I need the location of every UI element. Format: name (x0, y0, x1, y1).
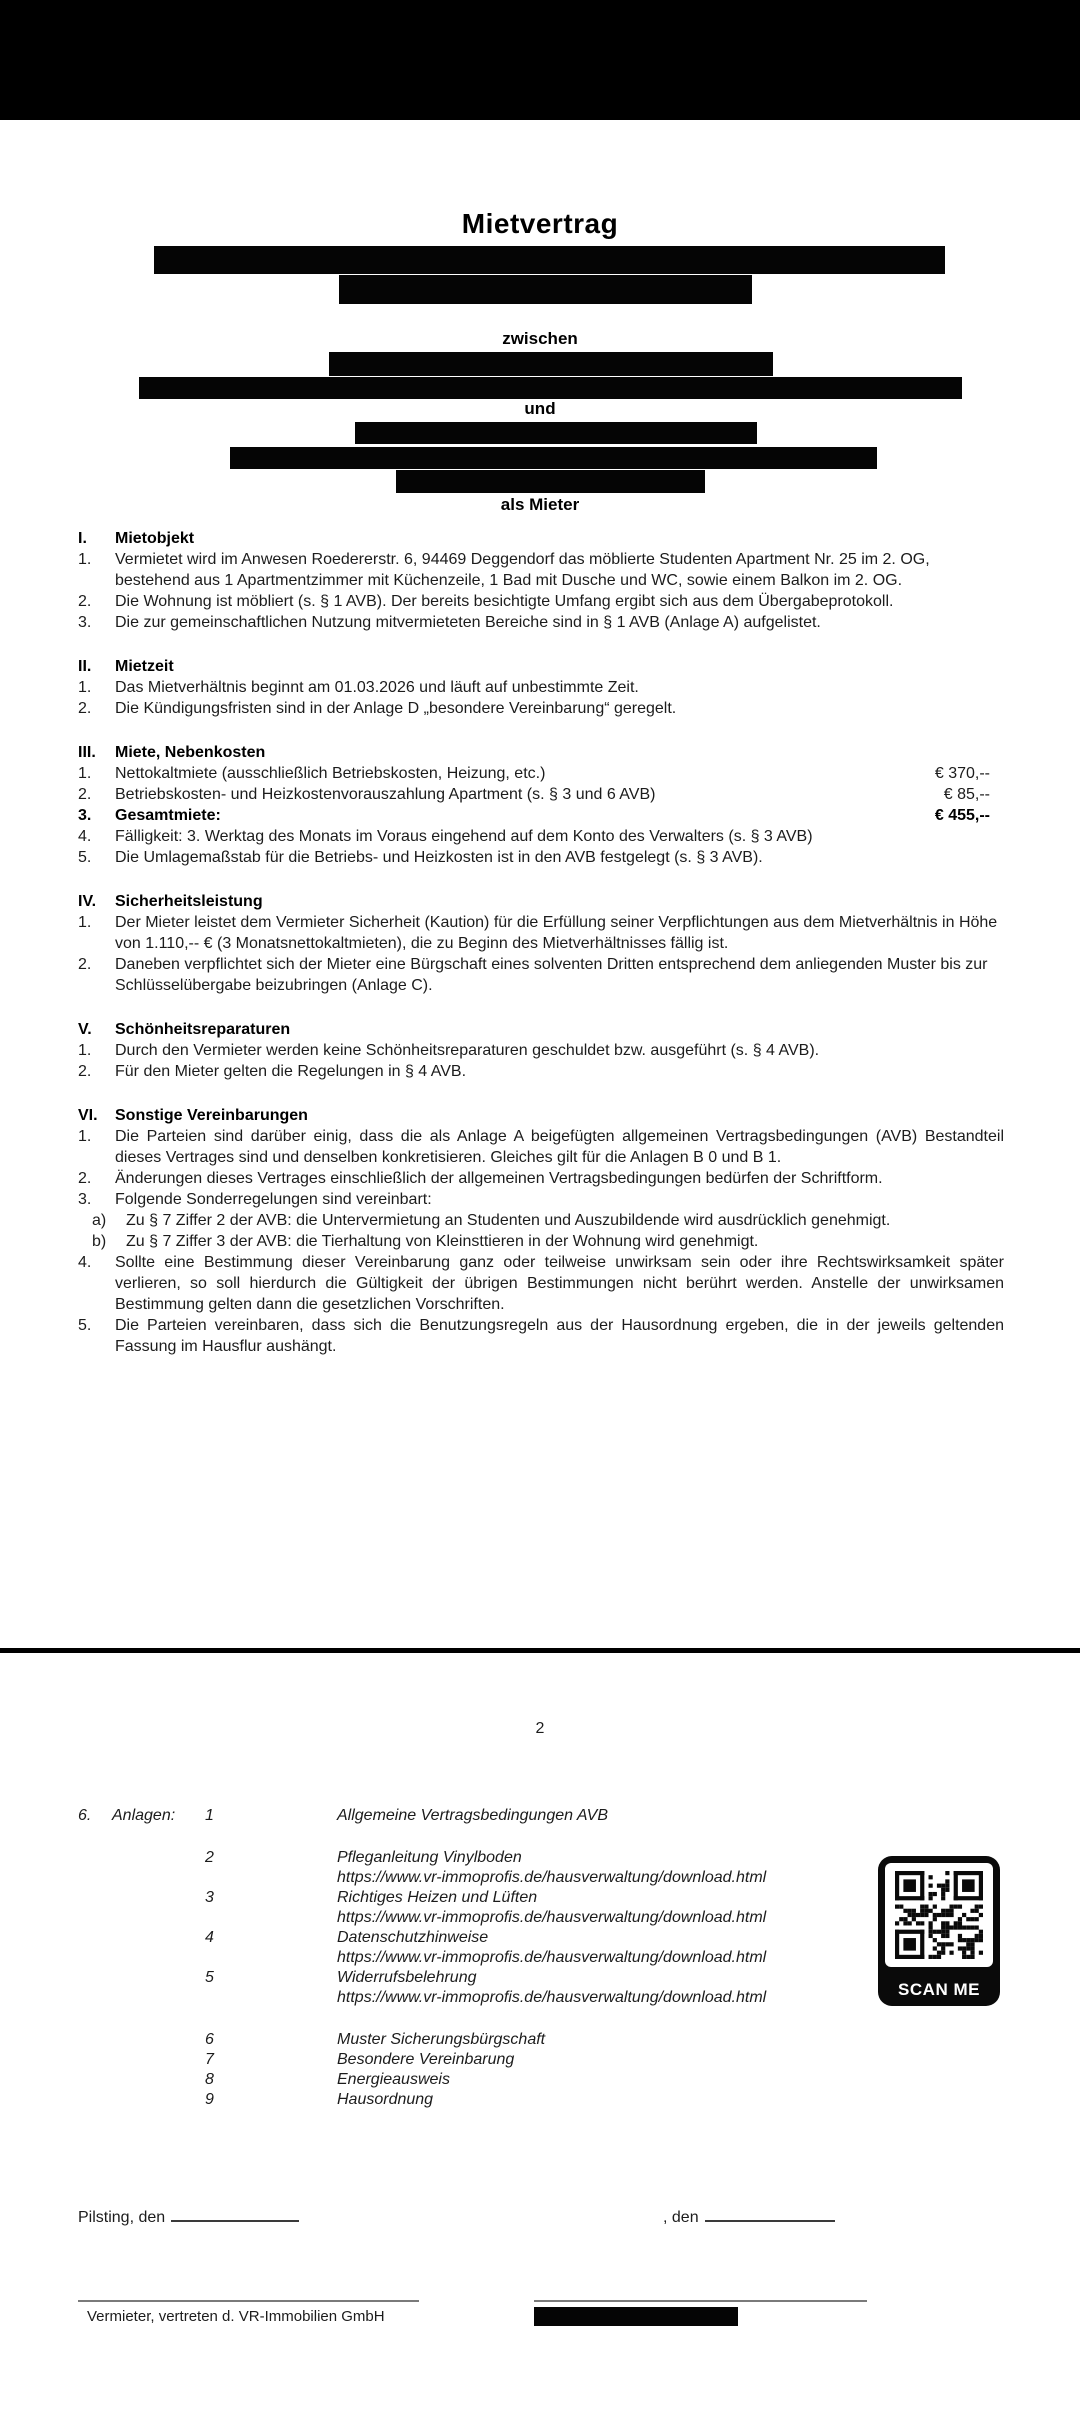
attachment-url-link[interactable]: https://www.vr-immoprofis.de/hausverwaltung/download.html (337, 1909, 767, 1926)
attachment-index: 6 (205, 2031, 214, 2048)
attachment-row (78, 2090, 878, 2110)
and-label: und (524, 399, 556, 418)
attachment-index: 3 (205, 1889, 214, 1906)
attachment-title: Allgemeine Vertragsbedingungen AVB (337, 1807, 608, 1824)
clause-text: Die zur gemeinschaftlichen Nutzung mitvermieteten Bereiche sind in § 1 AVB (Anlage A) aufgelistet. (115, 614, 821, 631)
clause-text: Die Parteien sind darüber einig, dass die als Anlage A beigefügten allgemeinen Vertragsbedingungen (AVB) Bestandteil dieses Vertrages sind und denselben konkretisieren. Gleiches gilt für die Anlagen B 0 und B 1. (115, 1128, 1004, 1166)
clause (78, 826, 1004, 847)
clause-text: Fälligkeit: 3. Werktag des Monats im Voraus eingehend auf dem Konto des Verwalters (s. § 3 AVB) (115, 828, 813, 845)
attachment-title: Datenschutzhinweise (337, 1929, 489, 1946)
redaction-bar-tenant-3 (396, 470, 705, 493)
section-number: V. (78, 1021, 92, 1038)
clause-number: 5. (78, 1317, 92, 1334)
attachments-list (78, 1806, 878, 2110)
section-title: Miete, Nebenkosten (115, 744, 266, 761)
clause-number: 3. (78, 807, 92, 824)
clause-text: Durch den Vermieter werden keine Schönheitsreparaturen geschuldet bzw. ausgeführt (s. § 4 AVB). (115, 1042, 820, 1059)
clause-text: Der Mieter leistet dem Vermieter Sicherheit (Kaution) für die Erfüllung seiner Verpflichtungen aus dem Mietverhältnis in Höhe von 1.110,-- € (3 Monatsnettokaltmieten), die zu Beginn des Mietverhältnisses fällig ist. (115, 914, 998, 952)
page-number: 2 (535, 1720, 545, 1737)
clause (78, 912, 1004, 954)
landlord-signature-label: Vermieter, vertreten d. VR-Immobilien GmbH (87, 2308, 385, 2325)
sub-clause-a (92, 1210, 1004, 1231)
qr-code (893, 1871, 985, 1959)
attachment-row (78, 1848, 878, 1888)
clause (78, 1061, 1004, 1082)
section-number: IV. (78, 893, 97, 910)
section-mietobjekt (78, 528, 1004, 633)
section-heading (78, 1019, 1004, 1040)
qr-code-frame (885, 1863, 993, 1967)
attachment-row (78, 1888, 878, 1928)
clause (78, 1040, 1004, 1061)
redaction-bar-tenant-signature (534, 2307, 738, 2326)
clause-number: 1. (78, 765, 92, 782)
as-tenant-label: als Mieter (500, 495, 580, 514)
sub-clause-text: Zu § 7 Ziffer 2 der AVB: die Untervermietung an Studenten und Auszubildende wird ausdrücklich genehmigt. (126, 1212, 891, 1229)
attachment-index: 2 (205, 1849, 214, 1866)
section-number: III. (78, 744, 96, 761)
attachment-title: Muster Sicherungsbürgschaft (337, 2031, 546, 2048)
section-heading (78, 656, 1004, 677)
attachment-index: 7 (205, 2051, 214, 2068)
clause-number: 1. (78, 551, 92, 568)
clause-rent (78, 763, 1004, 784)
rent-amount: € 370,-- (934, 765, 990, 782)
redaction-bar-landlord-1 (154, 246, 945, 274)
clause-number: 1. (78, 1042, 92, 1059)
signature-line-landlord[interactable] (78, 2300, 419, 2302)
attachment-title: Pfleganleitung Vinylboden (337, 1849, 522, 1866)
between-label: zwischen (502, 329, 578, 348)
document-title: Mietvertrag (461, 208, 619, 239)
place-date-right-text: , den (663, 2209, 699, 2226)
clause-number: 3. (78, 614, 92, 631)
redaction-bar-party-1 (329, 352, 773, 376)
clause-number: 2. (78, 1063, 92, 1080)
clause (78, 1126, 1004, 1168)
clause (78, 698, 1004, 719)
attachment-url-link[interactable]: https://www.vr-immoprofis.de/hausverwaltung/download.html (337, 1949, 767, 1966)
place-date-left (78, 2206, 299, 2227)
attachment-url-link[interactable]: https://www.vr-immoprofis.de/hausverwaltung/download.html (337, 1869, 767, 1886)
clause-number: 3. (78, 1191, 92, 1208)
clause-text: Die Umlagemaßstab für die Betriebs- und Heizkosten ist in den AVB festgelegt (s. § 3 AVB). (115, 849, 763, 866)
scan-me-label: SCAN ME (898, 1980, 980, 1999)
attachment-row (78, 2050, 878, 2070)
clause-text: Die Parteien vereinbaren, dass sich die Benutzungsregeln aus der Hausordnung ergeben, die in der jeweils geltenden Fassung im Hausflur aushängt. (115, 1317, 1004, 1355)
clause (78, 1315, 1004, 1357)
clause (78, 954, 1004, 996)
clause-text: Änderungen dieses Vertrages einschließlich der allgemeinen Vertragsbedingungen bedürfen der Schriftform. (115, 1170, 883, 1187)
redaction-bar-tenant-1 (355, 422, 757, 444)
attachment-title: Energieausweis (337, 2071, 450, 2088)
attachment-row (78, 1928, 878, 1968)
section-heading (78, 528, 1004, 549)
attachment-index: 1 (205, 1807, 214, 1824)
sub-clause-letter: a) (92, 1212, 107, 1229)
attachments-number: 6. (78, 1807, 92, 1824)
attachment-index: 8 (205, 2071, 214, 2088)
clause-number: 4. (78, 828, 92, 845)
clause-text: Betriebskosten- und Heizkostenvorauszahlung Apartment (s. § 3 und 6 AVB) (115, 786, 656, 803)
section-mietzeit (78, 656, 1004, 719)
clause-number: 2. (78, 593, 92, 610)
clause-number: 1. (78, 1128, 92, 1145)
attachment-index: 4 (205, 1929, 214, 1946)
page-divider-rule (0, 1648, 1080, 1653)
date-blank-right[interactable] (705, 2206, 835, 2222)
attachment-index: 9 (205, 2091, 214, 2108)
clause-number: 5. (78, 849, 92, 866)
attachment-row (78, 1806, 878, 1826)
clause-text: Sollte eine Bestimmung dieser Vereinbarung ganz oder teilweise unwirksam sein oder ihre Rechtswirksamkeit später verlieren, so soll hierdurch die Gültigkeit der übrigen Bestimmungen nicht berührt werden. Anstelle der unwirksamen Bestimmung gelten dann die gesetzlichen Vorschriften. (115, 1254, 1004, 1313)
clause-number: 2. (78, 1170, 92, 1187)
attachment-title: Hausordnung (337, 2091, 434, 2108)
section-sonstige-vereinbarungen (78, 1105, 1004, 1357)
clause-text: Vermietet wird im Anwesen Roedererstr. 6, 94469 Deggendorf das möblierte Studenten Apartment Nr. 25 im 2. OG, bestehend aus 1 Apartmentzimmer mit Küchenzeile, 1 Bad mit Dusche und WC, sowie einem Balkon im 2. OG. (115, 551, 930, 589)
section-number: I. (78, 530, 87, 547)
clause-text: Daneben verpflichtet sich der Mieter eine Bürgschaft eines solventen Dritten entsprechend dem anliegenden Muster bis zur Schlüsselübergabe beizubringen (Anlage C). (115, 956, 988, 994)
place-date-right (663, 2206, 835, 2227)
clause-number: 1. (78, 914, 92, 931)
section-heading (78, 1105, 1004, 1126)
place-date-left-text: Pilsting, den (78, 2209, 166, 2226)
sub-clause-text: Zu § 7 Ziffer 3 der AVB: die Tierhaltung von Kleinsttieren in der Wohnung wird genehmigt. (126, 1233, 759, 1250)
clause-text: Gesamtmiete: (115, 807, 221, 824)
total-rent-amount: € 455,-- (934, 807, 990, 824)
redaction-bar-party-2 (139, 377, 962, 399)
section-title: Mietzeit (115, 658, 174, 675)
section-title: Schönheitsreparaturen (115, 1021, 291, 1038)
attachment-title: Richtiges Heizen und Lüften (337, 1889, 538, 1906)
section-miete-nebenkosten (78, 742, 1004, 868)
section-heading (78, 742, 1004, 763)
attachment-title: Widerrufsbelehrung (337, 1969, 477, 1986)
clause-total-rent (78, 805, 1004, 826)
qr-badge (878, 1856, 1000, 2006)
section-sicherheitsleistung (78, 891, 1004, 996)
utilities-amount: € 85,-- (943, 786, 990, 803)
section-number: VI. (78, 1107, 98, 1124)
attachment-url-link[interactable]: https://www.vr-immoprofis.de/hausverwaltung/download.html (337, 1989, 767, 2006)
clause-number: 2. (78, 700, 92, 717)
section-title: Mietobjekt (115, 530, 195, 547)
top-black-banner (0, 0, 1080, 120)
clause (78, 1252, 1004, 1315)
clause (78, 677, 1004, 698)
attachment-row (78, 2070, 878, 2090)
section-title: Sicherheitsleistung (115, 893, 263, 910)
attachment-index: 5 (205, 1969, 214, 1986)
attachment-row (78, 2030, 878, 2050)
clause-text: Für den Mieter gelten die Regelungen in § 4 AVB. (115, 1063, 467, 1080)
clause-number: 2. (78, 786, 92, 803)
section-number: II. (78, 658, 92, 675)
clause (78, 1168, 1004, 1189)
section-heading (78, 891, 1004, 912)
redaction-bar-tenant-2 (230, 447, 877, 469)
sub-clause-b (92, 1231, 1004, 1252)
signature-line-tenant[interactable] (534, 2300, 867, 2302)
clause (78, 847, 1004, 868)
clause-number: 2. (78, 956, 92, 973)
clause-number: 4. (78, 1254, 92, 1271)
clause (78, 1189, 1004, 1210)
attachment-row (78, 1968, 878, 2008)
sub-clause-letter: b) (92, 1233, 107, 1250)
section-schoenheitsreparaturen (78, 1019, 1004, 1082)
clause-text: Das Mietverhältnis beginnt am 01.03.2026 und läuft auf unbestimmte Zeit. (115, 679, 639, 696)
section-title: Sonstige Vereinbarungen (115, 1107, 308, 1124)
date-blank-left[interactable] (171, 2206, 299, 2222)
clause-text: Folgende Sonderregelungen sind vereinbart: (115, 1191, 432, 1208)
clause (78, 612, 1004, 633)
attachments-label: Anlagen: (112, 1807, 176, 1824)
clause-number: 1. (78, 679, 92, 696)
clause-text: Nettokaltmiete (ausschließlich Betriebskosten, Heizung, etc.) (115, 765, 546, 782)
clause-text: Die Wohnung ist möbliert (s. § 1 AVB). Der bereits besichtigte Umfang ergibt sich aus dem Übergabeprotokoll. (115, 593, 894, 610)
clause (78, 591, 1004, 612)
contract-body (78, 528, 1004, 1380)
clause-text: Die Kündigungsfristen sind in der Anlage D „besondere Vereinbarung“ geregelt. (115, 700, 677, 717)
redaction-bar-landlord-2 (339, 275, 752, 304)
attachment-title: Besondere Vereinbarung (337, 2051, 515, 2068)
clause-utilities (78, 784, 1004, 805)
clause (78, 549, 1004, 591)
